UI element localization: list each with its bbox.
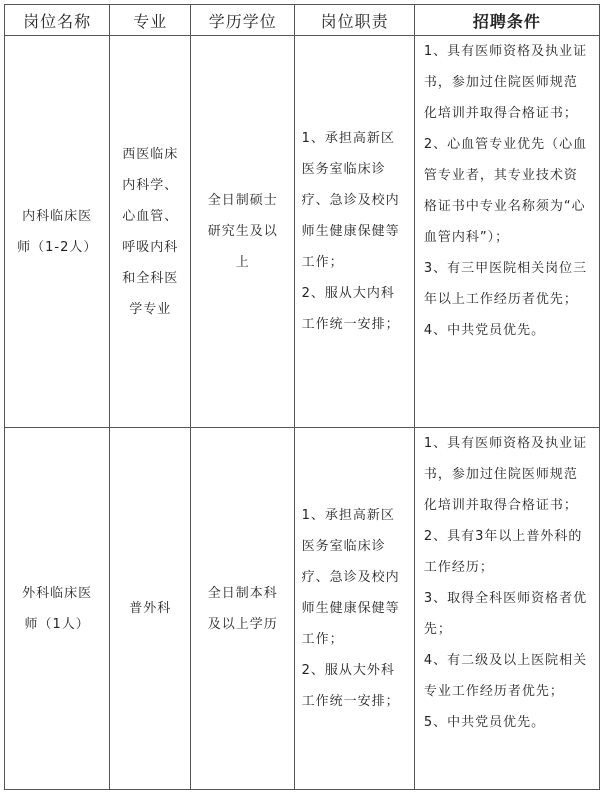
requirement-item: 2、具有3年以上普外科的工作经历； (423, 529, 583, 575)
duties-list (302, 500, 408, 717)
header-position: 岗位名称 (5, 5, 110, 36)
duties-cell (295, 428, 414, 790)
table-row (5, 36, 600, 428)
education-cell (191, 36, 295, 428)
requirement-item: 4、中共党员优先。 (423, 323, 546, 338)
recruitment-table (4, 4, 600, 790)
requirement-item: 1、具有医师资格及执业证书，参加过住院医师规范化培训并取得合格证书； (423, 436, 588, 513)
header-requirements: 招聘条件 (414, 5, 599, 36)
duties-cell (295, 36, 414, 428)
requirements-cell (414, 36, 599, 428)
header-duties: 岗位职责 (295, 5, 414, 36)
header-major: 专业 (110, 5, 191, 36)
position-cell (5, 428, 110, 790)
education-text: 全日制本科及以上学历 (207, 585, 278, 632)
position-name: 外科临床医师（1人） (22, 585, 93, 632)
requirement-item: 5、中共党员优先。 (423, 715, 546, 730)
education-cell (191, 428, 295, 790)
major-text: 普外科 (129, 601, 172, 616)
major-text: 西医临床内科学、心血管、呼吸内科和全科医学专业 (122, 146, 179, 317)
requirement-item: 3、有三甲医院相关岗位三年以上工作经历者优先； (423, 261, 588, 307)
major-cell (110, 428, 191, 790)
header-row (5, 5, 600, 36)
requirement-item: 1、具有医师资格及执业证书，参加过住院医师规范化培训并取得合格证书； (423, 44, 588, 121)
requirement-item: 3、取得全科医师资格者优先； (423, 591, 588, 637)
duty-item: 1、承担高新区医务室临床诊疗、急诊及校内师生健康保健等工作； (301, 508, 400, 647)
duty-item: 2、服从大内科工作统一安排； (301, 286, 400, 332)
requirements-cell (414, 428, 599, 790)
header-education: 学历学位 (191, 5, 295, 36)
major-cell (110, 36, 191, 428)
duties-list (302, 123, 408, 340)
position-name: 内科临床医师（1-2人） (17, 208, 98, 255)
table-row (5, 428, 600, 790)
requirements-list (424, 36, 590, 346)
requirement-item: 2、心血管专业优先（心血管专业者，其专业技术资格证书中专业名称须为“心血管内科”）； (423, 137, 588, 245)
position-cell (5, 36, 110, 428)
requirement-item: 4、有二级及以上医院相关专业工作经历者优先； (423, 653, 588, 699)
requirements-list (424, 428, 590, 738)
duty-item: 2、服从大外科工作统一安排； (301, 663, 400, 709)
education-text: 全日制硕士研究生及以上 (207, 193, 278, 270)
duty-item: 1、承担高新区医务室临床诊疗、急诊及校内师生健康保健等工作； (301, 131, 400, 270)
